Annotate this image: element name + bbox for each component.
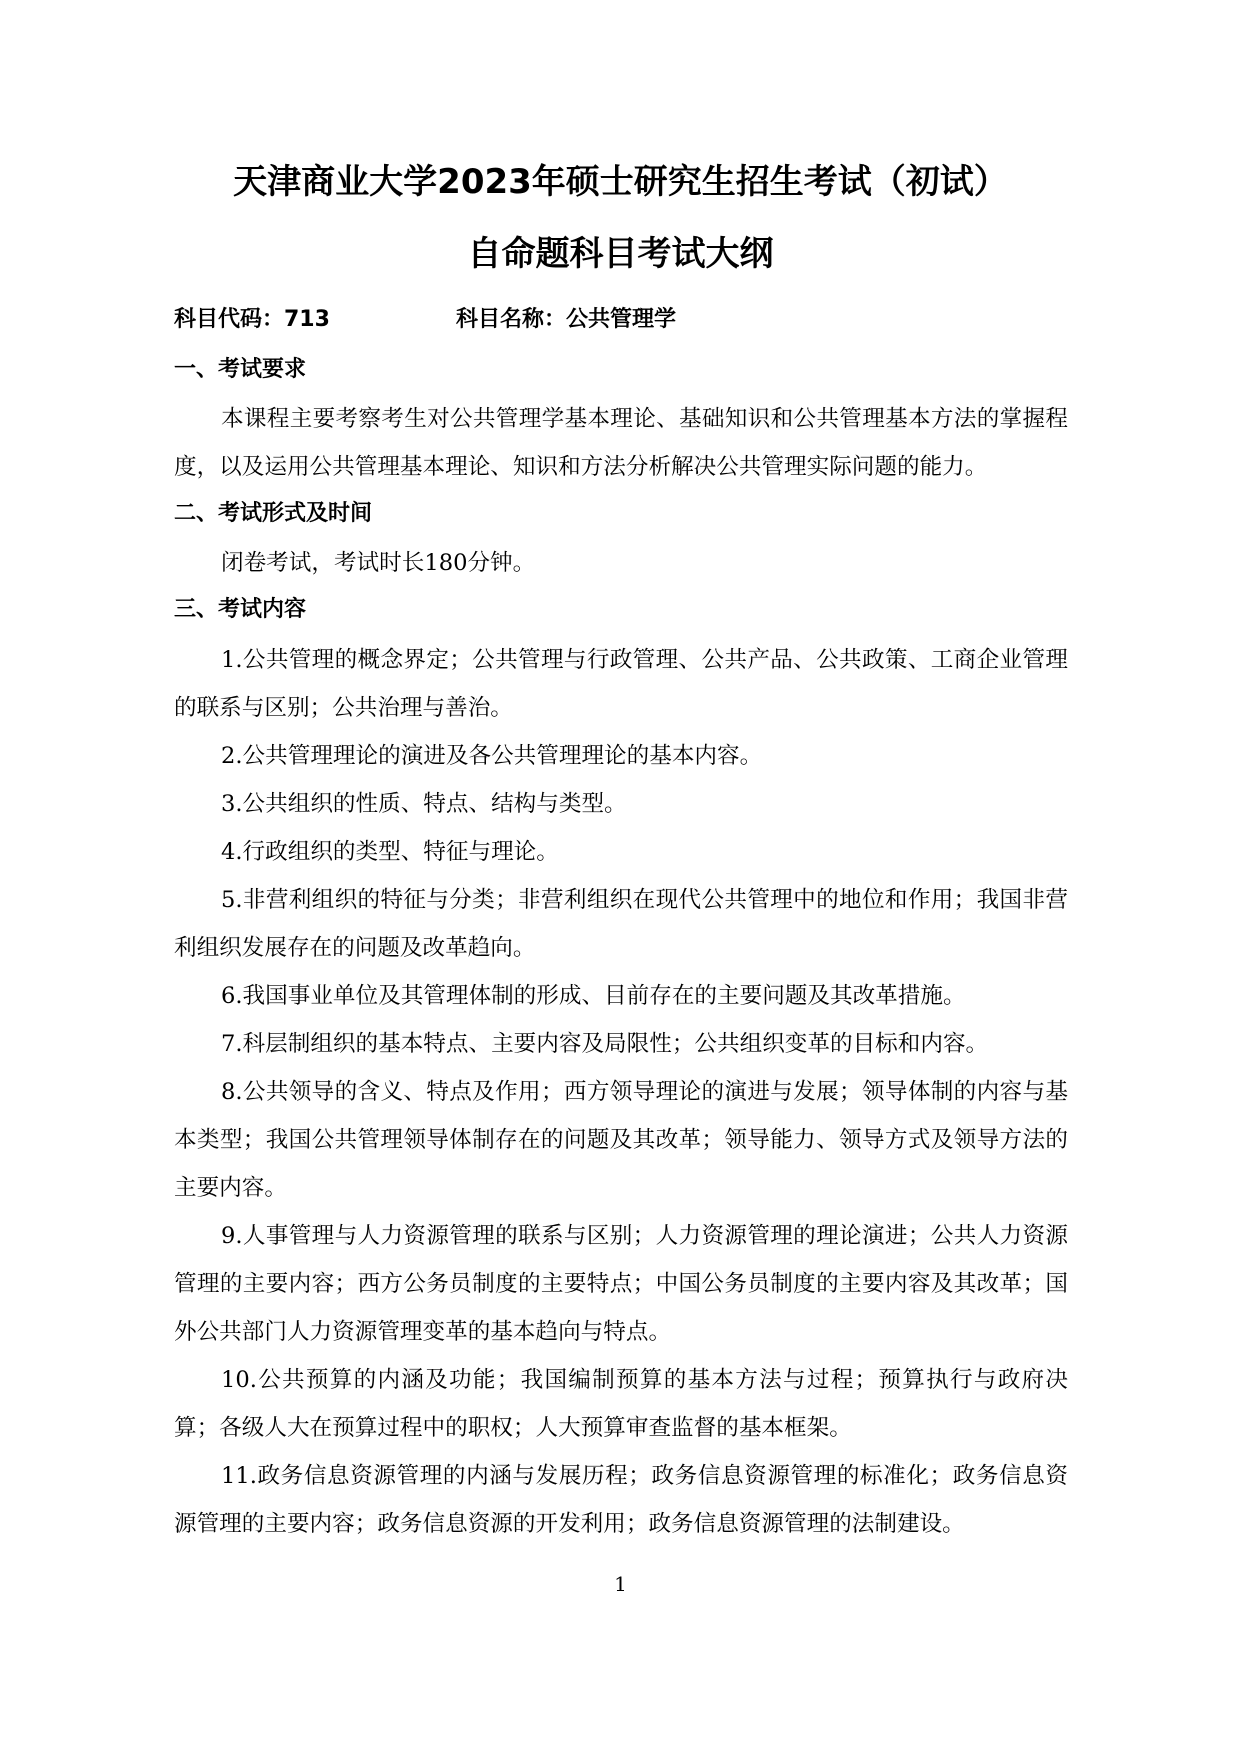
content-item-9: 9.人事管理与人力资源管理的联系与区别；人力资源管理的理论演进；公共人力资源管理的主要内容；西方公务员制度的主要特点；中国公务员制度的主要内容及其改革；国外公共部门人力资源管理变革的基本趋向与特点。 xyxy=(174,1223,1068,1345)
document-title: 天津商业大学2023年硕士研究生招生考试（初试） xyxy=(233,162,1008,202)
content-item-1: 1.公共管理的概念界定；公共管理与行政管理、公共产品、公共政策、工商企业管理的联系与区别；公共治理与善治。 xyxy=(174,647,1068,721)
format-paragraph: 闭卷考试，考试时长180分钟。 xyxy=(221,550,536,576)
content-item-10: 10.公共预算的内涵及功能；我国编制预算的基本方法与过程；预算执行与政府决算；各级人大在预算过程中的职权；人大预算审查监督的基本框架。 xyxy=(174,1367,1068,1441)
content-item-5: 5.非营利组织的特征与分类；非营利组织在现代公共管理中的地位和作用；我国非营利组织发展存在的问题及改革趋向。 xyxy=(174,887,1068,961)
content-item-2: 2.公共管理理论的演进及各公共管理理论的基本内容。 xyxy=(221,743,763,769)
content-item-11: 11.政务信息资源管理的内涵与发展历程；政务信息资源管理的标准化；政务信息资源管理的主要内容；政务信息资源的开发利用；政务信息资源管理的法制建设。 xyxy=(174,1463,1068,1537)
content-item-4: 4.行政组织的类型、特征与理论。 xyxy=(221,839,559,865)
section-heading-requirements: 一、考试要求 xyxy=(174,357,307,382)
content-item-3: 3.公共组织的性质、特点、结构与类型。 xyxy=(221,791,627,817)
section-heading-format: 二、考试形式及时间 xyxy=(174,501,373,526)
page-number: 1 xyxy=(614,1572,627,1596)
content-item-8: 8.公共领导的含义、特点及作用；西方领导理论的演进与发展；领导体制的内容与基本类型；我国公共管理领导体制存在的问题及其改革；领导能力、领导方式及领导方法的主要内容。 xyxy=(174,1079,1068,1201)
content-item-7: 7.科层制组织的基本特点、主要内容及局限性；公共组织变革的目标和内容。 xyxy=(221,1031,989,1057)
content-item-6: 6.我国事业单位及其管理体制的形成、目前存在的主要问题及其改革措施。 xyxy=(221,983,966,1009)
subject-name: 科目名称：公共管理学 xyxy=(456,307,677,332)
requirements-paragraph: 本课程主要考察考生对公共管理学基本理论、基础知识和公共管理基本方法的掌握程度，以及运用公共管理基本理论、知识和方法分析解决公共管理实际问题的能力。 xyxy=(174,406,1068,480)
section-heading-content: 三、考试内容 xyxy=(174,597,307,622)
subject-code: 科目代码：713 xyxy=(174,307,330,332)
document-subtitle: 自命题科目考试大纲 xyxy=(467,234,774,274)
